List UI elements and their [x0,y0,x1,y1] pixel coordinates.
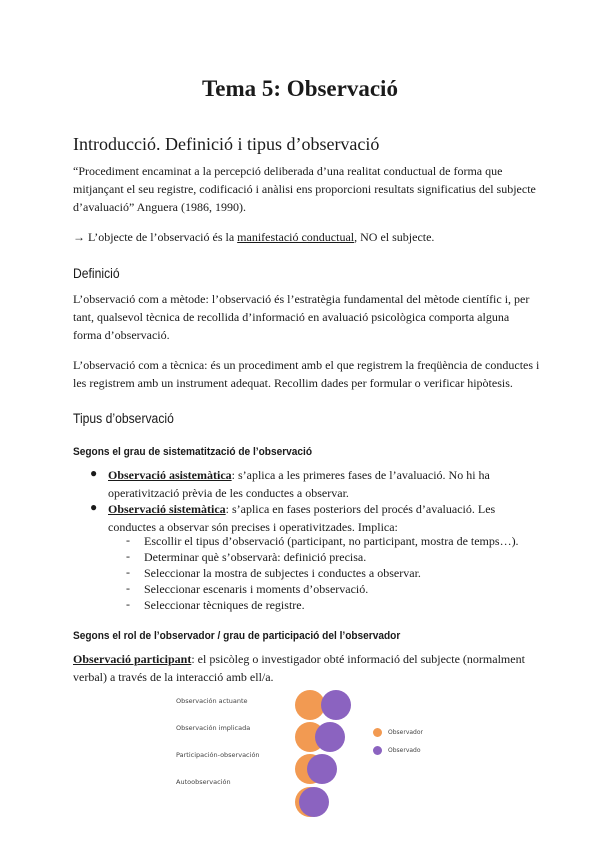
observado-circle [315,722,345,752]
tipus-heading: Tipus d’observació [73,411,174,426]
sub-item: Seleccionar escenaris i moments d’observació. [144,582,369,596]
legend-observador-label: Observador [388,729,423,736]
text-line: tant, qualsevol tècnica de recollida d’informació en avaluació psicològica comporta alguna [73,310,510,324]
quote-line: mitjançant el seu registre, codificació i anàlisi ens proporcioni resultats significatius del subjecte [73,182,536,196]
bullet-sistematica [108,500,543,536]
term-desc: : s’aplica a les primeres fases de l’avaluació. No hi ha [231,468,490,482]
definicio-heading: Definició [73,266,120,281]
arrow-suffix: , NO el subjecte. [354,230,435,244]
intro-heading: Introducció. Definició i tipus d’observació [73,134,380,154]
sub-item: Determinar què s’observarà: definició precisa. [144,550,367,564]
figure-label-participacion: Participación-observación [176,751,260,759]
figure-label-implicada: Observación implicada [176,724,251,732]
term: Observació participant [73,652,192,666]
sub1-heading: Segons el grau de sistematització de l’observació [73,446,313,458]
intro-quote [73,162,543,216]
sub2-heading: Segons el rol de l’observador / grau de participació del l’observador [73,630,401,642]
dash: - [126,581,130,595]
term-desc: : el psicòleg o investigador obté informació del subjecte (normalment [191,652,525,666]
observado-circle [299,787,329,817]
dash: - [126,549,130,563]
bullet-asistematica [108,466,543,502]
dash: - [126,565,130,579]
bullet-dot: ● [90,466,98,480]
text-line: operativització prèvia de les conductes a observar. [108,486,349,500]
text-line: forma d’observació. [73,328,170,342]
dash: - [126,597,130,611]
text-line [73,650,543,668]
term: Observació sistemàtica [108,502,226,516]
text-line: L’observació com a tècnica: és un procediment amb el que registrem la freqüència de conductes i [73,358,540,372]
text-line [108,500,543,518]
sub-item: Seleccionar la mostra de subjectes i conductes a observar. [144,566,421,580]
legend-observador-dot [373,728,382,737]
sub-item: Escollir el tipus d’observació (participant, no participant, mostra de temps…). [144,534,519,548]
observado-circle [321,690,351,720]
arrow-prefix: → L’objecte de l’observació és la [73,230,238,244]
figure-label-actuante: Observación actuante [176,697,248,705]
text-line: L’observació com a mètode: l’observació és l’estratègia fundamental del mètode científic i, per [73,292,530,306]
quote-line: d’avaluació” Anguera (1986, 1990). [73,200,246,214]
participant-paragraph [73,650,543,686]
text-line: verbal) a través de la interacció amb ell/a. [73,670,274,684]
definicio-paragraph-2 [73,356,543,392]
observado-circle [307,754,337,784]
term-desc: : s’aplica en fases posteriors del procés d’avaluació. Les [225,502,496,516]
dash: - [126,533,130,547]
text-line: les registrem amb un instrument adequat. Recollim dades per formular o verificar hipòtesis. [73,376,513,390]
term: Observació asistemàtica [108,468,232,482]
legend-observado-label: Observado [388,747,421,754]
page-title: Tema 5: Observació [202,76,398,101]
text-line: conductes a observar són precises i operativitzades. Implica: [108,520,398,534]
figure-label-autoobservacion: Autoobservación [176,778,231,786]
definicio-paragraph-1 [73,290,543,344]
text-line [108,466,543,484]
sub-item: Seleccionar tècniques de registre. [144,598,305,612]
bullet-dot: ● [90,500,98,514]
intro-arrow-line [73,228,543,246]
legend-observado-dot [373,746,382,755]
quote-line: “Procediment encaminat a la percepció deliberada d’una realitat conductual de forma que [73,164,503,178]
arrow-underlined: manifestació conductual [237,230,355,244]
